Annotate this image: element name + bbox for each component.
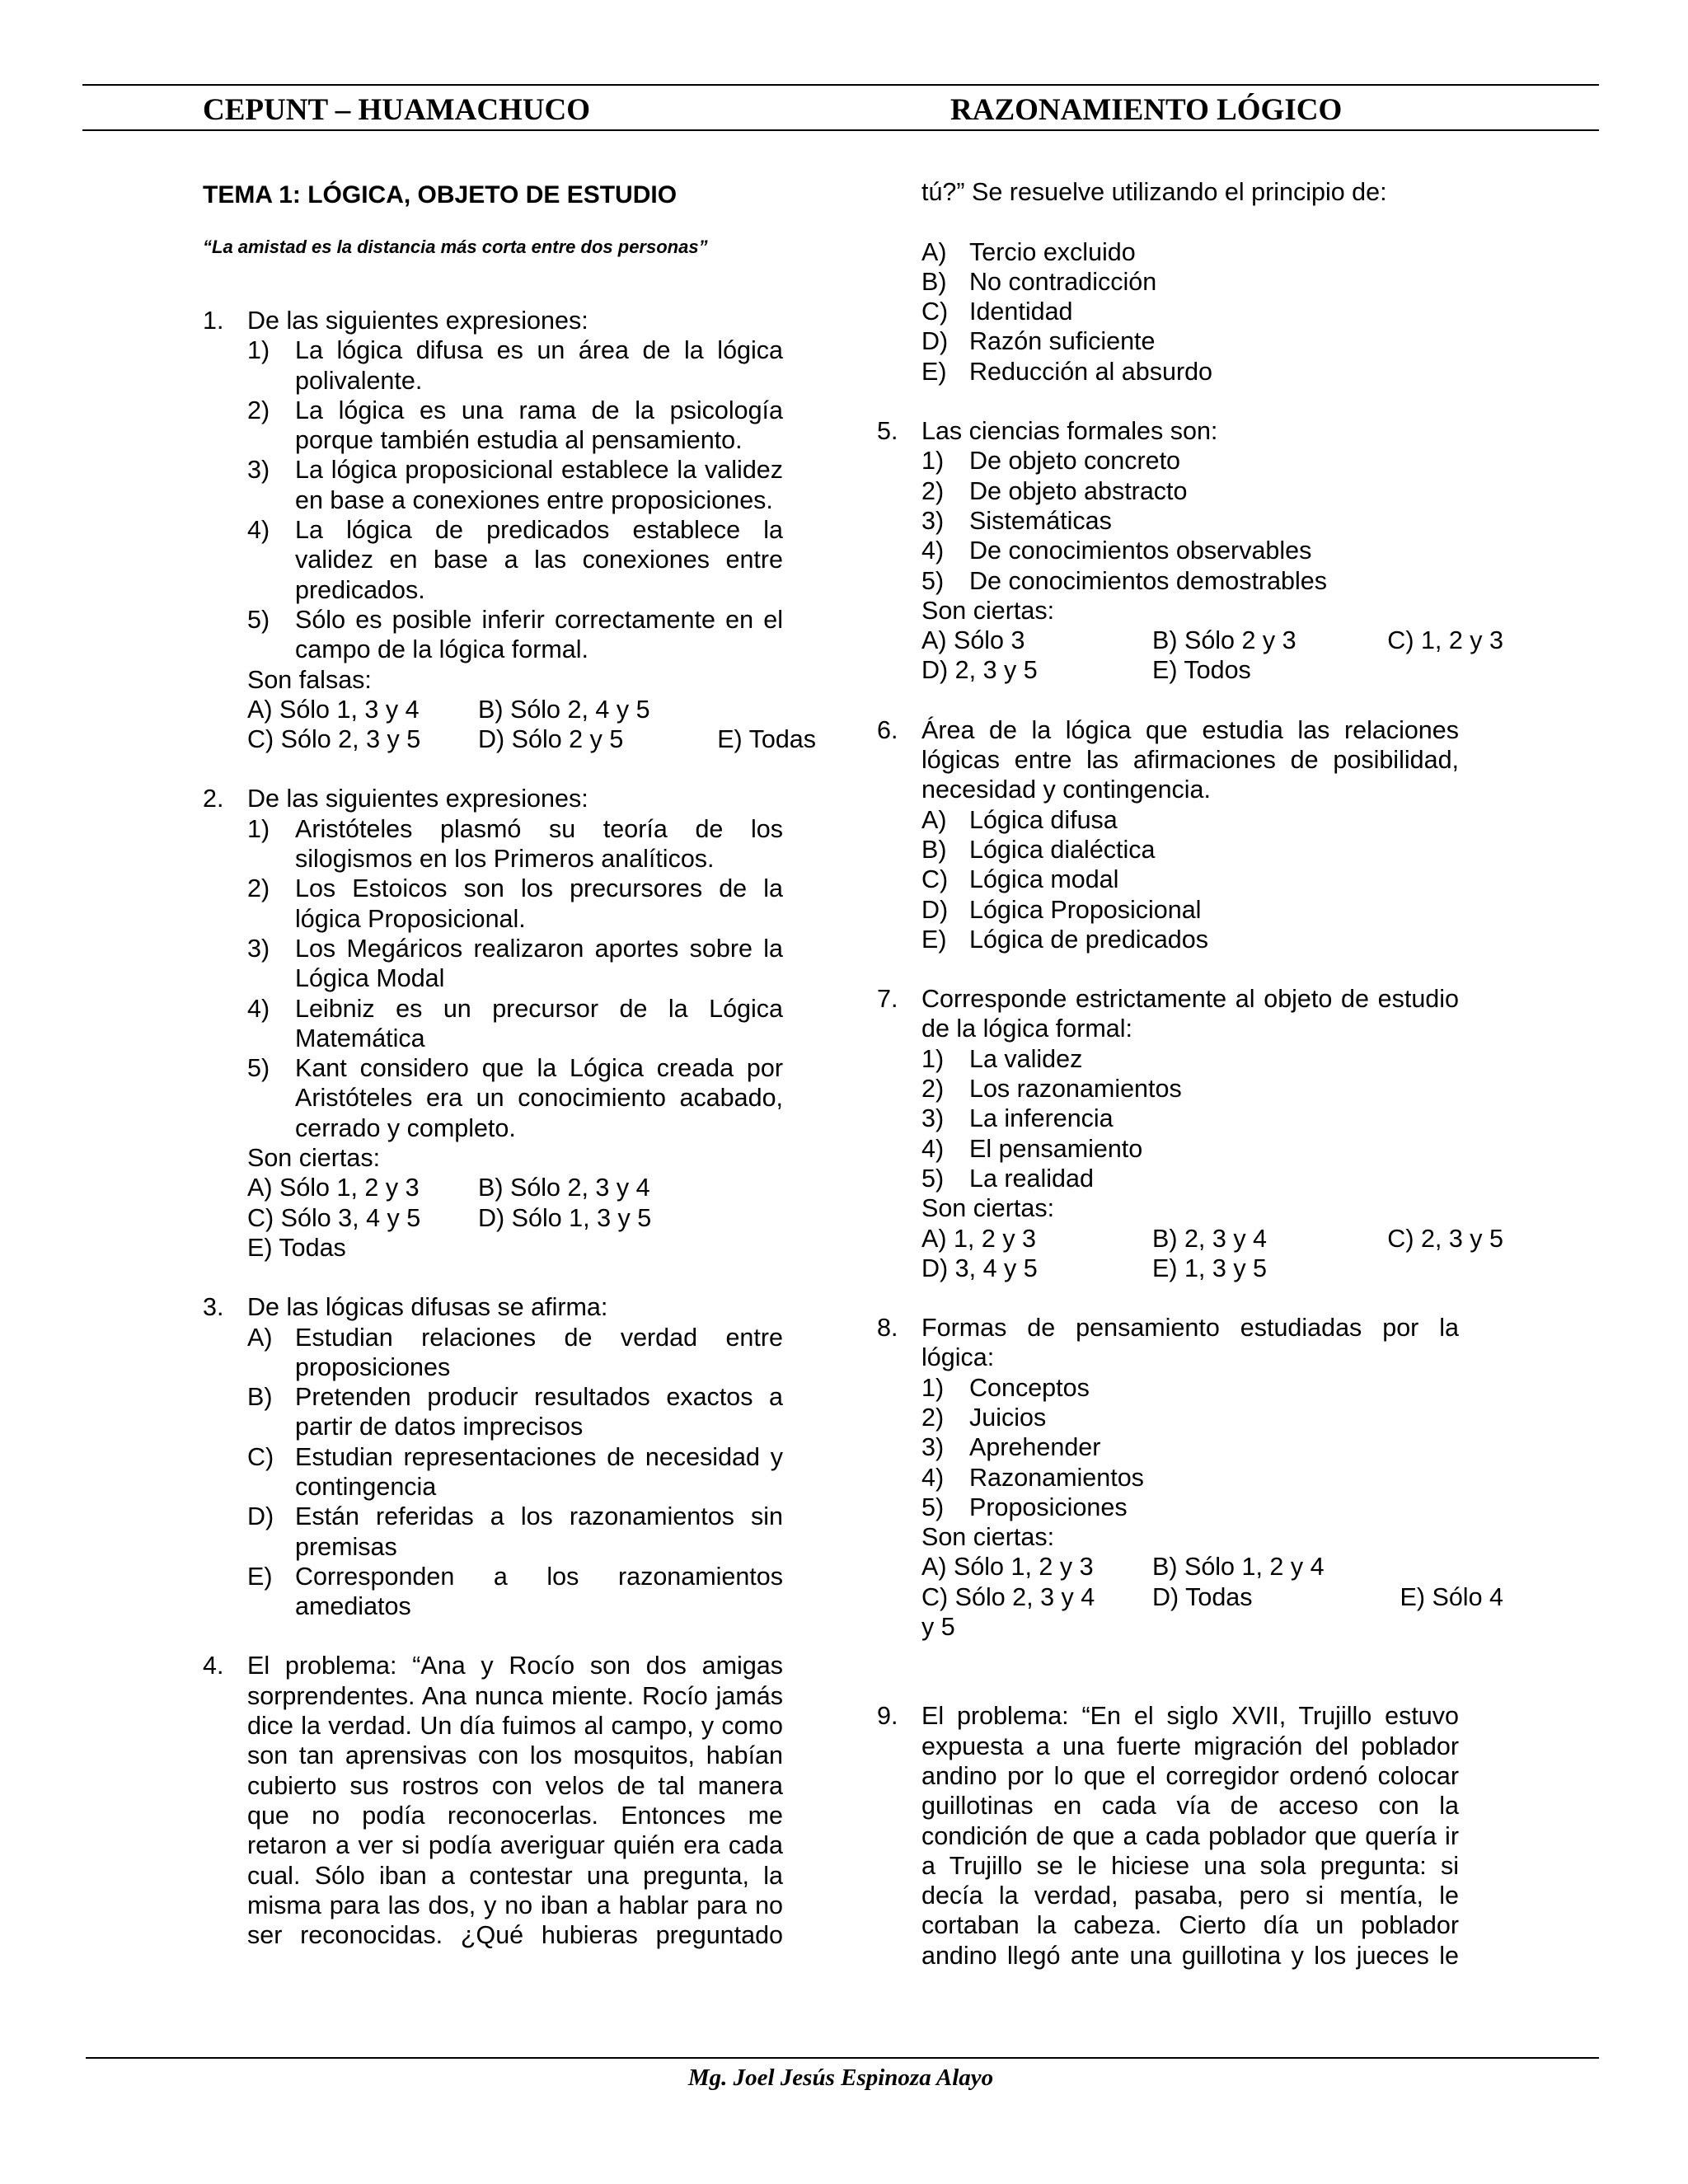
statement-text: Sistemáticas: [969, 506, 1112, 535]
statement-marker: 1): [921, 1044, 945, 1073]
answer-choices: [921, 1552, 1503, 1642]
option-text: Lógica difusa: [969, 805, 1118, 834]
question-stem: De las lógicas difusas se afirma:: [247, 1293, 608, 1322]
statement-text: Los Megáricos realizaron aportes sobre la Lógica Modal: [295, 934, 783, 993]
option-item: [921, 267, 1459, 297]
option-marker: A): [921, 805, 947, 834]
answer-choice: B) Sólo 2, 4 y 5: [478, 695, 650, 724]
option-marker: A): [247, 1323, 273, 1352]
option-marker: E): [247, 1562, 273, 1591]
statement-item: [921, 1403, 1459, 1432]
statement-marker: 4): [921, 537, 945, 565]
statement-text: De objeto concreto: [969, 447, 1181, 476]
statement-text: La validez: [969, 1044, 1083, 1073]
statement-text: La realidad: [969, 1164, 1094, 1193]
left-column: [203, 178, 816, 1950]
statement-list: [921, 1044, 1459, 1193]
statement-text: Proposiciones: [969, 1493, 1128, 1521]
statement-marker: 2): [247, 396, 270, 424]
statement-text: Aristóteles plasmó su teoría de los silogismos en los Primeros analíticos.: [295, 814, 783, 874]
statement-item: [921, 1104, 1459, 1133]
statement-item: [921, 506, 1459, 536]
question-stem-continued: [921, 177, 1459, 237]
option-text: Estudian relaciones de verdad entre proposiciones: [295, 1323, 783, 1381]
statement-item: [247, 605, 783, 665]
question-stem: De las siguientes expresiones:: [247, 785, 588, 813]
statement-item: [921, 536, 1459, 565]
header-bottom-rule: [82, 129, 1599, 131]
statement-list: [921, 446, 1459, 595]
answer-choice: E) Todos: [1152, 656, 1251, 685]
option-list: [247, 1323, 783, 1622]
option-text: Reducción al absurdo: [969, 357, 1213, 386]
statement-item: [921, 1164, 1459, 1193]
statement-item: [921, 446, 1459, 476]
statement-item: [921, 566, 1459, 596]
answer-choice: D) Sólo 1, 3 y 5: [478, 1203, 652, 1232]
option-text: Tercio excluido: [969, 237, 1136, 266]
question-4: [203, 1651, 783, 1950]
option-marker: B): [921, 835, 947, 864]
statement-text: Los Estoicos son los precursores de la lógica Proposicional.: [295, 874, 783, 933]
statement-marker: 3): [921, 506, 945, 535]
option-marker: C): [921, 298, 949, 326]
option-text: No contradicción: [969, 267, 1157, 296]
answer-choice: E) Todas: [247, 1233, 346, 1262]
answer-choice: C) 1, 2 y 3: [1387, 626, 1503, 655]
statement-item: [247, 874, 783, 934]
answer-choice: A) Sólo 1, 3 y 4: [247, 695, 420, 724]
statement-list: [247, 335, 783, 664]
statement-marker: 5): [921, 566, 945, 595]
option-item: [921, 925, 1459, 954]
option-text: Están referidas a los razonamientos sin premisas: [295, 1502, 783, 1561]
question-number: 6.: [877, 715, 898, 744]
option-item: [921, 237, 1459, 267]
statement-item: [921, 1074, 1459, 1104]
answer-choice-pair: [478, 724, 828, 754]
statement-marker: 4): [247, 516, 270, 545]
option-item: [921, 326, 1459, 356]
statement-marker: 2): [921, 1075, 945, 1104]
statement-text: De objeto abstracto: [969, 476, 1188, 505]
answer-choices: [247, 1173, 783, 1263]
option-marker: B): [921, 267, 947, 296]
statement-text: Conceptos: [969, 1373, 1090, 1402]
question-7: [877, 984, 1503, 1283]
question-stem-text: El problema: “Ana y Rocío son dos amigas sorprendentes. Ana nunca miente. Rocío jamás dice la verdad. Un día fuimos al campo, y como son tan aprensivas con los mosquitos, habían cubierto sus rostros con velos de tal manera que no podía reconocerlas. Entonces me retaron a ver si podía averiguar quién era cada cual. Sólo iban a contestar una pregunta, la misma para las dos, y no iban a hablar para no ser reconocidas. ¿Qué hubieras preguntado: [247, 1652, 783, 1950]
statement-item: [921, 1044, 1459, 1074]
statement-text: La lógica de predicados establece la validez en base a las conexiones entre predicados.: [295, 516, 783, 604]
answer-choices: [921, 626, 1503, 686]
question-number: 2.: [203, 785, 224, 813]
option-item: [247, 1562, 783, 1622]
answer-prompt: Son ciertas:: [247, 1144, 381, 1173]
answer-choice: D) 2, 3 y 5: [921, 656, 1038, 685]
answer-choice-pair: [1152, 1582, 1503, 1612]
question-stem: [247, 1651, 783, 1950]
statement-marker: 4): [921, 1134, 945, 1163]
option-text: Lógica de predicados: [969, 925, 1208, 954]
question-number: 1.: [203, 307, 224, 335]
option-marker: D): [247, 1502, 274, 1531]
statement-item: [921, 476, 1459, 506]
statement-marker: 1): [247, 814, 270, 843]
statement-marker: 2): [921, 1403, 945, 1432]
statement-text: De conocimientos observables: [969, 537, 1312, 565]
statement-item: [247, 515, 783, 605]
question-6: [877, 715, 1459, 954]
statement-item: [921, 1432, 1459, 1462]
answer-choice: C) Sólo 2, 3 y 4: [921, 1582, 1095, 1611]
option-marker: E): [921, 925, 947, 954]
statement-marker: 5): [247, 605, 270, 634]
statement-text: Los razonamientos: [969, 1075, 1182, 1104]
statement-marker: 1): [921, 1373, 945, 1402]
statement-list: [921, 1373, 1459, 1522]
answer-prompt: Son ciertas:: [921, 1194, 1055, 1223]
answer-choice: B) Sólo 1, 2 y 4: [1152, 1553, 1325, 1582]
option-text: Corresponden a los razonamientos amediatos: [295, 1562, 783, 1621]
answer-prompt: Son ciertas:: [921, 1523, 1055, 1552]
option-text: Lógica Proposicional: [969, 895, 1202, 924]
statement-text: Razonamientos: [969, 1463, 1144, 1492]
question-stem: El problema: “En el siglo XVII, Trujillo estuvo expuesta a una fuerte migración del poblador andino por lo que el corregidor ordenó colocar guillotinas en cada vía de acceso con la condición de que a cada poblador que quería ir a Trujillo se le hiciese una sola pregunta: si decía la verdad, pasaba, pero si mentía, le cortaban la cabeza. Cierto día un poblador andino llegó ante una guillotina y los jueces le: [921, 1702, 1459, 1970]
option-text: Lógica dialéctica: [969, 835, 1156, 864]
statement-text: Kant considero que la Lógica creada por Aristóteles era un conocimiento acabado, cerrado y completo.: [295, 1054, 783, 1142]
option-item: [921, 297, 1459, 326]
question-stem: Formas de pensamiento estudiadas por la lógica:: [921, 1314, 1459, 1372]
answer-choice: A) Sólo 3: [921, 626, 1025, 655]
question-3: [203, 1292, 783, 1621]
answer-choice: B) Sólo 2 y 3: [1152, 626, 1296, 655]
statement-marker: 1): [247, 336, 270, 365]
statement-text: La inferencia: [969, 1104, 1114, 1133]
option-marker: C): [921, 865, 949, 894]
statement-item: [921, 1134, 1459, 1164]
option-text: Identidad: [969, 298, 1073, 326]
option-item: [921, 865, 1459, 894]
answer-choice: D) Sólo 2 y 5: [478, 725, 624, 754]
header-left-title: CEPUNT – HUAMACHUCO: [203, 93, 591, 127]
question-9: [877, 1701, 1459, 1971]
option-item: [921, 805, 1459, 835]
answer-choice: C) Sólo 2, 3 y 5: [247, 725, 421, 754]
statement-marker: 3): [247, 934, 270, 963]
answer-choices: [247, 695, 816, 755]
statement-text: La lógica difusa es un área de la lógica polivalente.: [295, 336, 783, 395]
statement-marker: 2): [921, 476, 945, 505]
answer-choice: C) 2, 3 y 5: [1387, 1224, 1503, 1253]
option-item: [247, 1382, 783, 1442]
option-marker: D): [921, 327, 949, 356]
statement-text: Sólo es posible inferir correctamente en el campo de la lógica formal.: [295, 605, 783, 664]
statement-item: [247, 455, 783, 515]
statement-text: La lógica proposicional establece la validez en base a conexiones entre proposiciones.: [295, 456, 783, 514]
option-text: Estudian representaciones de necesidad y contingencia: [295, 1442, 783, 1501]
statement-list: [247, 814, 783, 1143]
answer-choice: B) 2, 3 y 4: [1152, 1224, 1268, 1253]
answer-choice: C) Sólo 3, 4 y 5: [247, 1203, 421, 1232]
statement-marker: 4): [921, 1463, 945, 1492]
option-marker: A): [921, 237, 947, 266]
question-number: 8.: [877, 1314, 898, 1343]
statement-item: [921, 1493, 1459, 1522]
question-stem: Área de la lógica que estudia las relaciones lógicas entre las afirmaciones de posibilidad, necesidad y contingencia.: [921, 715, 1459, 804]
answer-choice-wrap: y 5: [921, 1613, 955, 1642]
question-8: [877, 1313, 1503, 1642]
question-5: [877, 416, 1503, 686]
answer-choice: E) Todas: [717, 725, 816, 754]
footer-rule: [86, 2057, 1599, 2059]
option-marker: D): [921, 895, 949, 924]
answer-choice: A) 1, 2 y 3: [921, 1224, 1037, 1253]
epigraph-quote: “La amistad es la distancia más corta entre dos personas”: [203, 237, 708, 257]
statement-item: [921, 1373, 1459, 1403]
statement-text: Aprehender: [969, 1433, 1101, 1462]
section-title: TEMA 1: LÓGICA, OBJETO DE ESTUDIO: [203, 181, 678, 209]
footer-author: Mg. Joel Jesús Espinoza Alayo: [687, 2064, 994, 2091]
statement-marker: 3): [921, 1104, 945, 1133]
answer-choice: D) 3, 4 y 5: [921, 1254, 1038, 1282]
statement-marker: 3): [247, 456, 270, 485]
option-item: [247, 1323, 783, 1383]
statement-marker: 5): [921, 1493, 945, 1521]
statement-marker: 4): [247, 994, 270, 1023]
header-right-title: RAZONAMIENTO LÓGICO: [950, 93, 1343, 127]
statement-marker: 1): [921, 447, 945, 476]
question-stem: Corresponde estrictamente al objeto de estudio de la lógica formal:: [921, 985, 1459, 1043]
question-stem: Las ciencias formales son:: [921, 417, 1218, 446]
statement-marker: 3): [921, 1433, 945, 1462]
statement-text: Leibniz es un precursor de la Lógica Matemática: [295, 994, 783, 1052]
question-stem-text: tú?” Se resuelve utilizando el principio de:: [921, 177, 1387, 206]
option-item: [247, 1502, 783, 1562]
question-1: [203, 306, 816, 754]
statement-marker: 5): [921, 1164, 945, 1193]
answer-choice: A) Sólo 1, 2 y 3: [247, 1174, 420, 1202]
option-item: [921, 835, 1459, 865]
option-item: [921, 357, 1459, 387]
option-text: Lógica modal: [969, 865, 1119, 894]
option-marker: C): [247, 1442, 274, 1471]
question-number: 9.: [877, 1702, 898, 1731]
answer-choice: B) Sólo 2, 3 y 4: [478, 1174, 650, 1202]
statement-text: De conocimientos demostrables: [969, 566, 1327, 595]
statement-item: [247, 814, 783, 874]
option-item: [247, 1442, 783, 1502]
question-number: 3.: [203, 1293, 224, 1322]
option-marker: E): [921, 357, 947, 386]
option-text: Pretenden producir resultados exactos a partir de datos imprecisos: [295, 1383, 783, 1441]
answer-choice: A) Sólo 1, 2 y 3: [921, 1553, 1094, 1582]
question-2: [203, 784, 783, 1263]
question-4-continuation: [877, 177, 1459, 387]
answer-choice: E) 1, 3 y 5: [1152, 1254, 1268, 1282]
question-number: 5.: [877, 417, 898, 446]
header-top-rule: [82, 84, 1599, 86]
option-item: [921, 895, 1459, 925]
answer-choices: [921, 1224, 1503, 1284]
question-number: 4.: [203, 1652, 224, 1680]
statement-marker: 2): [247, 874, 270, 903]
statement-item: [921, 1463, 1459, 1493]
statement-item: [247, 335, 783, 396]
answer-choice: D) Todas: [1152, 1582, 1253, 1611]
option-list: [921, 237, 1459, 387]
statement-item: [247, 994, 783, 1054]
statement-item: [247, 396, 783, 456]
statement-item: [247, 934, 783, 994]
option-list: [921, 805, 1459, 954]
statement-item: [247, 1053, 783, 1143]
option-text: Razón suficiente: [969, 327, 1156, 356]
statement-marker: 5): [247, 1054, 270, 1083]
statement-text: La lógica es una rama de la psicología porque también estudia al pensamiento.: [295, 396, 783, 455]
right-column: [877, 177, 1503, 1971]
option-marker: B): [247, 1383, 273, 1412]
answer-choice: E) Sólo 4: [1400, 1582, 1503, 1611]
question-stem: De las siguientes expresiones:: [247, 307, 588, 335]
question-number: 7.: [877, 985, 898, 1014]
statement-text: Juicios: [969, 1403, 1047, 1432]
statement-text: El pensamiento: [969, 1134, 1143, 1163]
answer-prompt: Son falsas:: [247, 665, 372, 694]
answer-prompt: Son ciertas:: [921, 596, 1055, 625]
